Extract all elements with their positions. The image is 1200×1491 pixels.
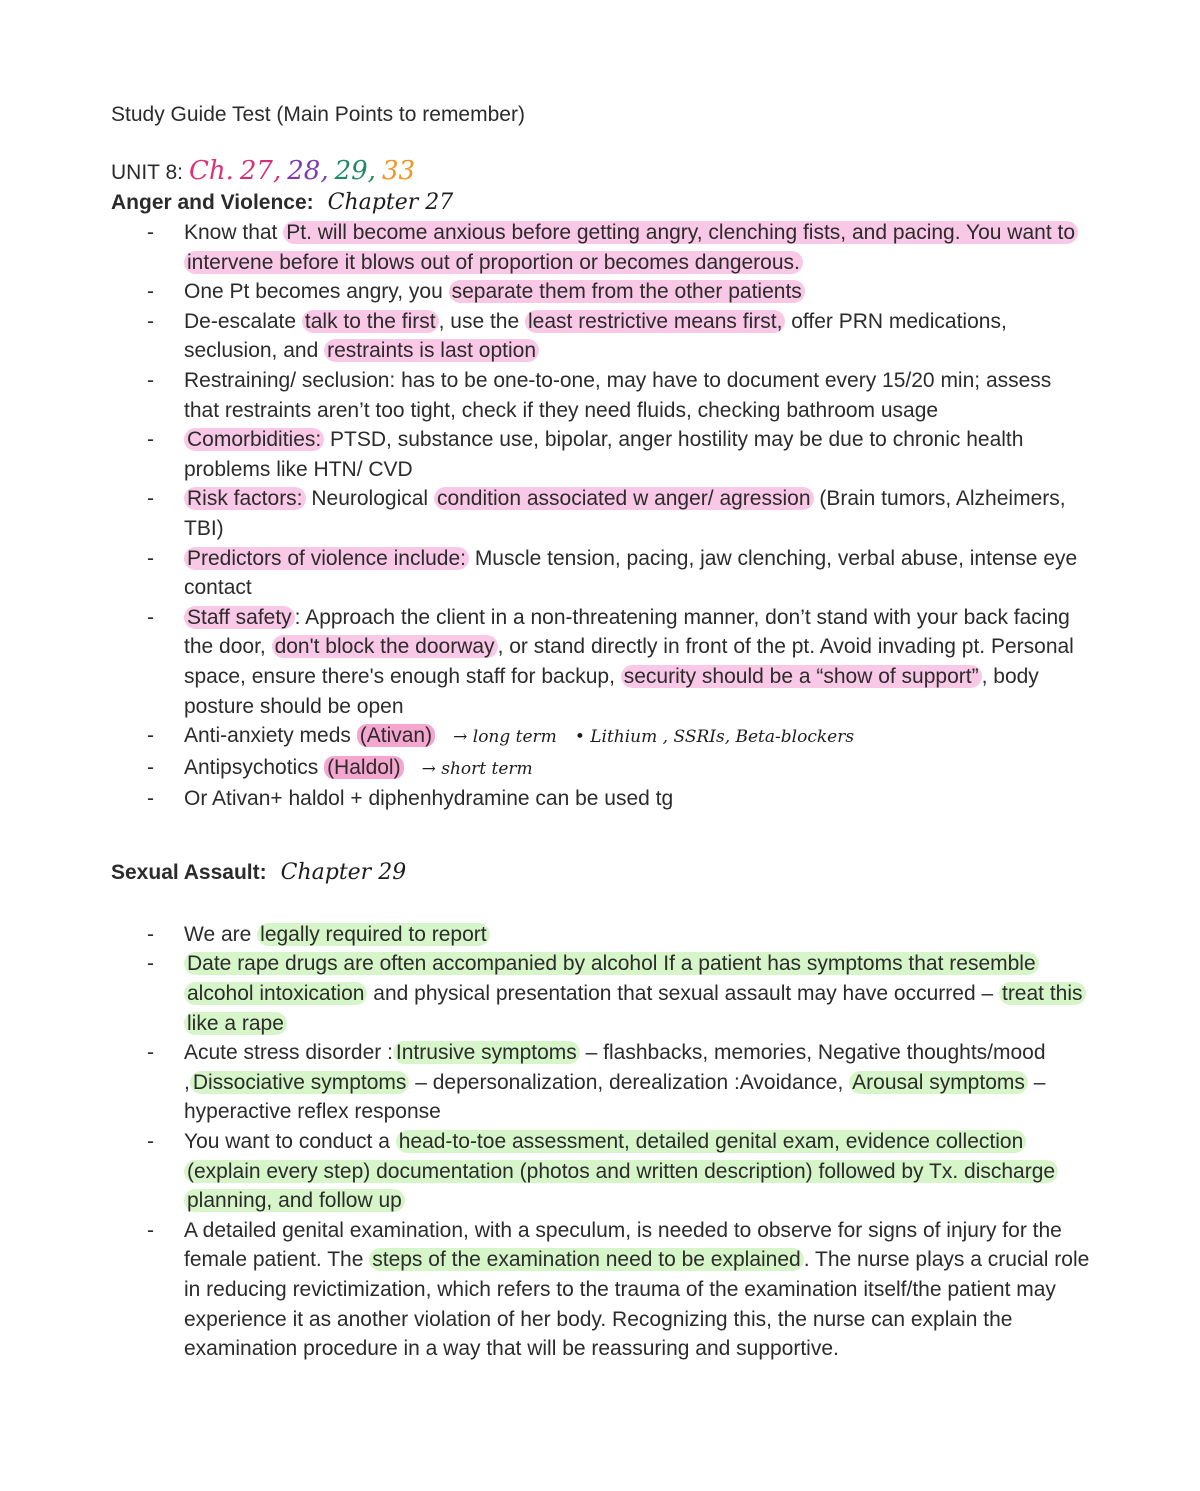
handwritten-note: → short term <box>421 758 533 779</box>
text-run: Anti-anxiety meds <box>184 724 357 748</box>
list-item: - Restraining/ seclusion: has to be one-to-one, may have to document every 15/20 min; assess that restraints aren’t too tight, check if they need fluids, checking bathroom usage <box>184 366 1091 425</box>
handwritten-note: → long term <box>453 727 557 748</box>
highlight-green: Intrusive symptoms <box>393 1041 580 1064</box>
text-run: Know that <box>184 221 284 244</box>
unit-heading <box>111 156 1091 188</box>
text-run: : Approach the client in a non-threatening manner, don’t stand with your back facing the door, <box>184 605 1070 659</box>
highlight-pink: Risk factors: <box>184 487 306 510</box>
text-run: You want to conduct a <box>184 1130 396 1154</box>
text-run: – flashbacks, memories, Negative thoughts/mood , <box>184 1041 1046 1094</box>
highlight-pink: Predictors of violence include: <box>184 547 469 570</box>
list-item <box>184 721 1091 753</box>
list-item <box>184 484 1091 543</box>
sexual-assault-section-heading <box>111 858 1091 888</box>
highlight-green: head-to-toe assessment, detailed genital exam, evidence collection (explain every step) documentation (photos and written description) followed by Tx. discharge planning, and follow up <box>184 1130 1058 1212</box>
chapter-27-handwritten: 27, <box>239 156 282 186</box>
highlight-green: steps of the examination need to be explained <box>369 1248 803 1271</box>
list-item <box>184 949 1091 1038</box>
highlight-pink: Comorbidities: <box>184 428 324 451</box>
text-run: , use the <box>438 309 525 333</box>
highlight-pink: separate them from the other patients <box>449 280 805 303</box>
highlight-pink: Pt. will become anxious before getting angry, clenching fists, and pacing. You want to intervene before it blows out of proportion or becomes dangerous. <box>184 221 1078 274</box>
list-item <box>184 603 1091 721</box>
anger-chapter-note: Chapter 27 <box>327 190 454 215</box>
list-item <box>184 1216 1091 1364</box>
text-run: De-escalate <box>184 309 302 333</box>
document-page <box>111 100 1091 1364</box>
list-item: - Or Ativan+ haldol + diphenhydramine can be used tg <box>184 784 1091 814</box>
list-item <box>184 544 1091 603</box>
chapter-prefix-handwritten: Ch. <box>188 156 234 186</box>
text-run: PTSD, substance use, bipolar, anger hostility may be due to chronic health problems like HTN/ CVD <box>184 428 1024 481</box>
list-item <box>184 1038 1091 1127</box>
highlight-green: Date rape drugs are often accompanied by alcohol If a patient has symptoms that resemble alcohol intoxication <box>184 952 1039 1005</box>
text-run: . The nurse plays a crucial role in reducing revictimization, which refers to the trauma of the examination itself/the patient may experience it as another violation of her body. Recognizing this, the nurse can explain the examination procedure in a way that will be reassuring and supportive. <box>184 1248 1090 1361</box>
sexual-assault-bullet-list <box>111 920 1091 1364</box>
unit-label: UNIT 8: <box>111 161 183 184</box>
list-item <box>184 1127 1091 1216</box>
highlight-green: Arousal symptoms <box>849 1071 1028 1094</box>
text-run: One Pt becomes angry, you <box>184 280 449 304</box>
highlight-pink: don't block the doorway <box>272 635 498 658</box>
chapter-28-handwritten: 28, <box>287 156 329 186</box>
highlight-pink: restraints is last option <box>324 339 539 362</box>
highlight-green: legally required to report <box>257 923 489 946</box>
highlight-pink: security should be a “show of support” <box>621 665 982 688</box>
highlight-pink: Staff safety <box>184 606 295 629</box>
handwritten-note: • Lithium , SSRIs, Beta-blockers <box>574 727 855 748</box>
text-run: –hyperactive reflex response <box>184 1070 1046 1124</box>
list-item <box>184 307 1091 366</box>
text-run: , body posture should be open <box>184 664 1039 718</box>
highlight-pink: least restrictive means first, <box>525 310 785 333</box>
highlight-green: treat this like a rape <box>184 982 1086 1035</box>
chapter-29-handwritten: 29, <box>334 156 376 186</box>
highlight-pink: talk to the first <box>302 310 439 333</box>
highlight-green: Dissociative symptoms <box>190 1071 410 1094</box>
text-run: We are <box>184 922 258 946</box>
text-run: (Brain tumors, Alzheimers, TBI) <box>184 487 1066 540</box>
text-run: and physical presentation that sexual assault may have occurred – <box>367 982 999 1006</box>
anger-heading-text: Anger and Violence: <box>111 191 314 214</box>
text-run: offer PRN medications, seclusion, and <box>184 309 1007 363</box>
document-title: Study Guide Test (Main Points to remember) <box>111 103 525 126</box>
list-item <box>184 277 1091 307</box>
sexual-heading-text: Sexual Assault: <box>111 860 267 884</box>
text-run: Neurological <box>305 487 434 511</box>
text-run: Muscle tension, pacing, jaw clenching, verbal abuse, intense eye contact <box>184 546 1078 600</box>
highlight-pink-dark: (Ativan) <box>357 724 435 747</box>
list-item <box>184 218 1091 277</box>
chapter-33-handwritten: 33 <box>381 156 416 186</box>
text-run: Acute stress disorder : <box>184 1041 393 1065</box>
anger-bullet-list <box>111 218 1091 814</box>
highlight-pink-dark: (Haldol) <box>324 756 404 779</box>
anger-section-heading <box>111 188 1091 218</box>
list-item <box>184 753 1091 785</box>
text-run: – depersonalization, derealization :Avoidance, <box>409 1070 850 1094</box>
text-run: Antipsychotics <box>184 755 325 779</box>
text-run: , or stand directly in front of the pt. Avoid invading pt. Personal space, ensure there's enough staff for backup, <box>184 635 1074 688</box>
highlight-pink: condition associated w anger/ agression <box>434 487 814 510</box>
sexual-chapter-note: Chapter 29 <box>280 859 407 885</box>
list-item <box>184 425 1091 484</box>
text-run: A detailed genital examination, with a speculum, is needed to observe for signs of injury for the female patient. The <box>184 1218 1062 1272</box>
list-item <box>184 920 1091 950</box>
